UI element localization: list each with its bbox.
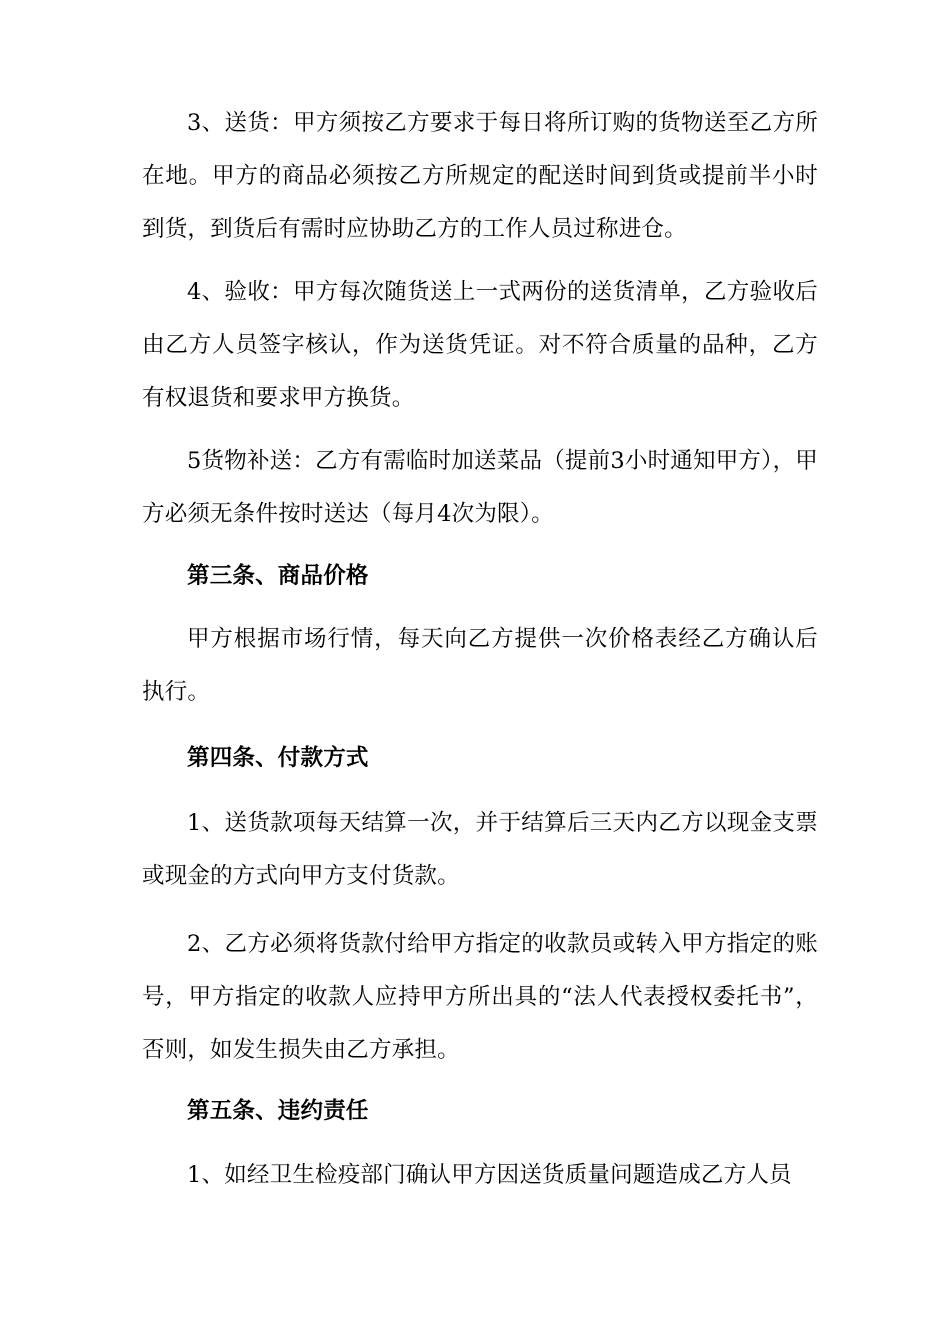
heading-article-5: 第五条、违约责任: [187, 1098, 369, 1124]
paragraph-liability-1: 1、如经卫生检疫部门确认甲方因送货质量问题造成乙方人员: [187, 1162, 792, 1188]
heading-article-4: 第四条、付款方式: [187, 745, 369, 771]
paragraph-payment-1: 1、送货款项每天结算一次，并于结算后三天内乙方以现金支票或现金的方式向甲方支付货款。: [142, 810, 818, 889]
paragraph-pricing: 甲方根据市场行情，每天向乙方提供一次价格表经乙方确认后执行。: [142, 626, 818, 705]
paragraph-payment-2: 2、乙方必须将货款付给甲方指定的收款员或转入甲方指定的账号，甲方指定的收款人应持甲方所出具的“法人代表授权委托书”，否则，如发生损失由乙方承担。: [142, 931, 818, 1063]
heading-article-3: 第三条、商品价格: [187, 563, 369, 589]
paragraph-inspection: 4、验收：甲方每次随货送上一式两份的送货清单，乙方验收后由乙方人员签字核认，作为送货凭证。对不符合质量的品种，乙方有权退货和要求甲方换货。: [142, 279, 818, 411]
paragraph-delivery: 3、送货：甲方须按乙方要求于每日将所订购的货物送至乙方所在地。甲方的商品必须按乙方所规定的配送时间到货或提前半小时到货，到货后有需时应协助乙方的工作人员过称进仓。: [142, 110, 818, 242]
paragraph-supplementary-delivery: 5货物补送：乙方有需临时加送菜品（提前3小时通知甲方），甲方必须无条件按时送达（每月4次为限）。: [142, 448, 818, 527]
